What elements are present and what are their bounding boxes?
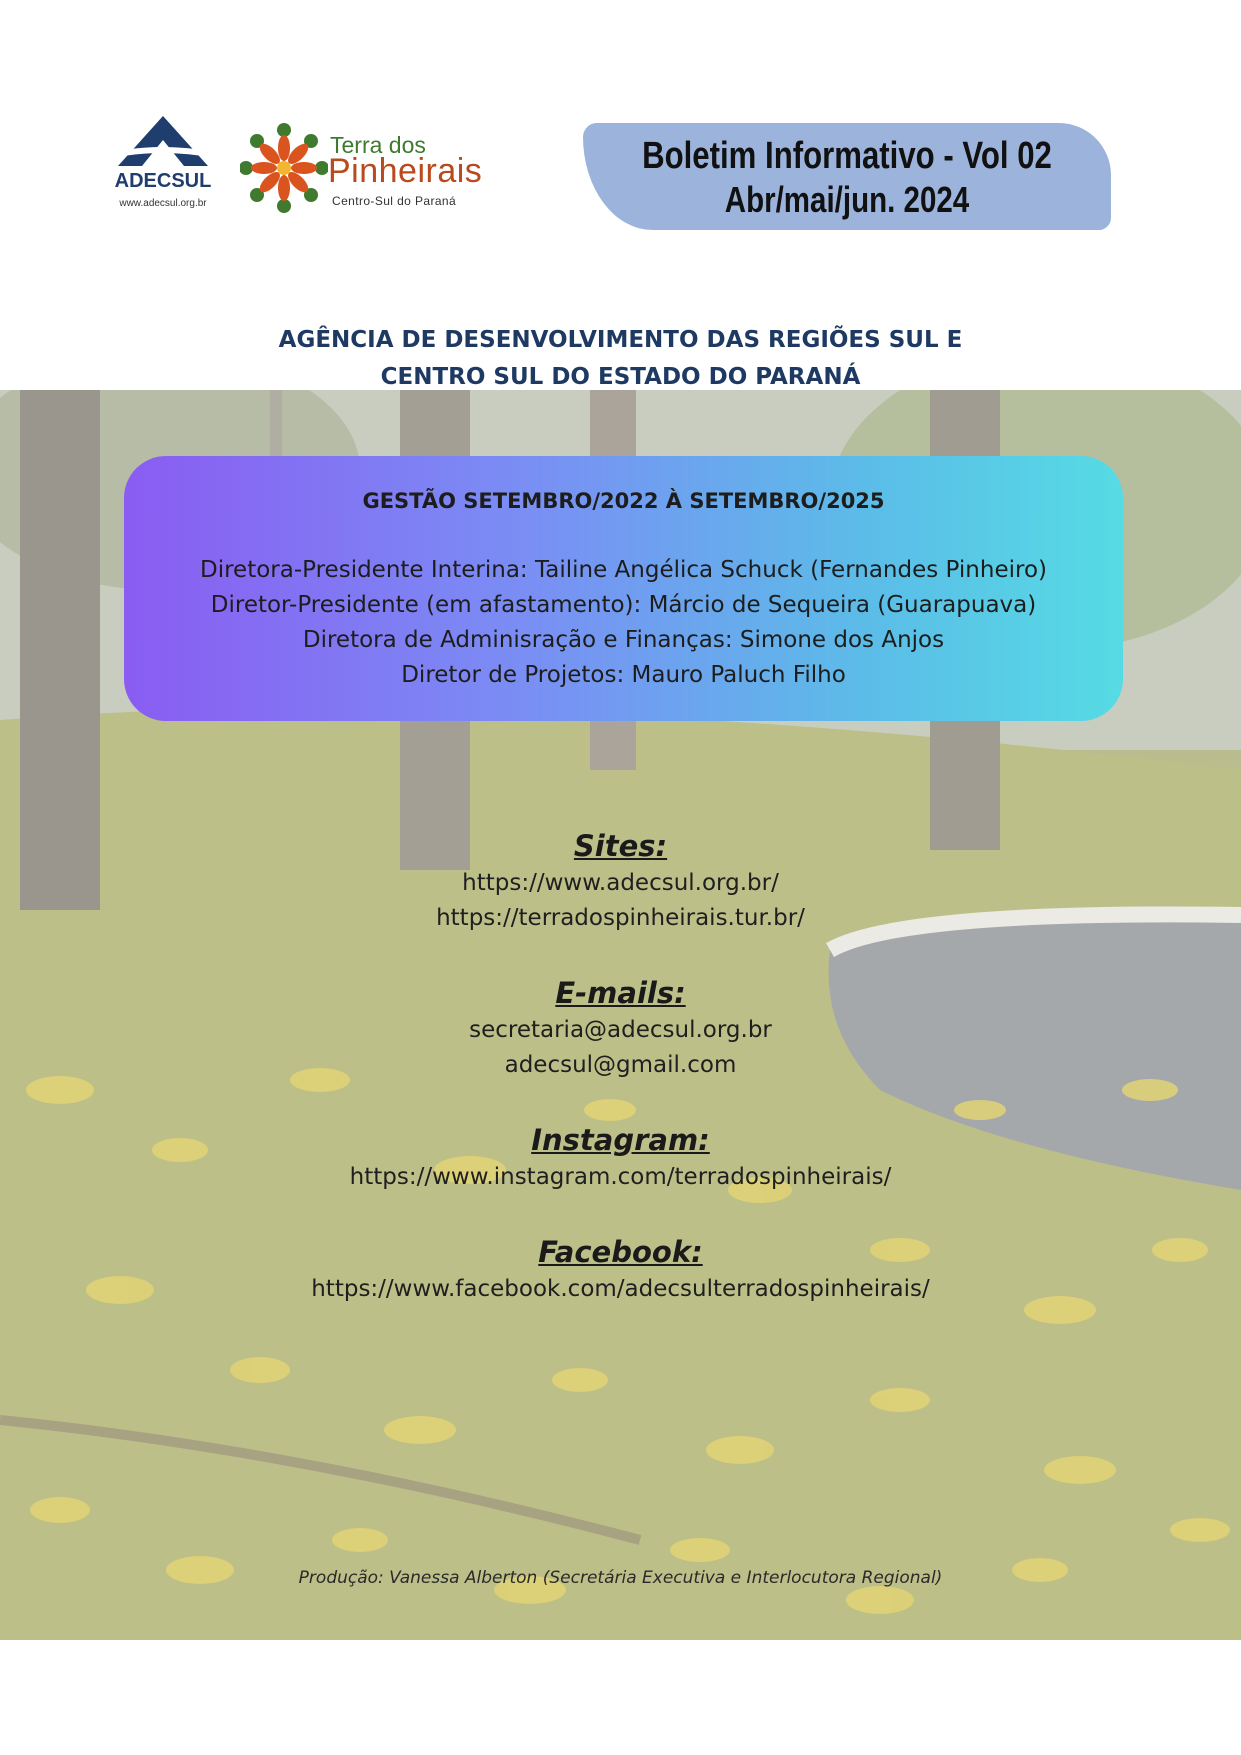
management-title: GESTÃO SETEMBRO/2022 À SETEMBRO/2025 [362, 489, 885, 513]
adecsul-name: ADECSUL [114, 170, 212, 192]
management-member: Diretor-Presidente (em afastamento): Márcio de Sequeira (Guarapuava) [210, 592, 1037, 618]
terra-dos-pinheirais-logo [240, 118, 520, 218]
instagram-section [0, 1120, 1241, 1195]
email-link[interactable]: adecsul@gmail.com [504, 1052, 737, 1078]
management-member: Diretor de Projetos: Mauro Paluch Filho [401, 662, 846, 688]
sites-heading: Sites: [573, 829, 668, 863]
emails-heading: E-mails: [555, 976, 686, 1010]
agency-heading-line1: AGÊNCIA DE DESENVOLVIMENTO DAS REGIÕES SUL E [278, 327, 963, 353]
production-credit: Produção: Vanessa Alberton (Secretária Executiva e Interlocutora Regional) [298, 1568, 943, 1588]
instagram-heading: Instagram: [531, 1123, 710, 1157]
adecsul-logo [108, 112, 218, 222]
terra-logo-line1: Terra dos [330, 132, 426, 158]
agency-heading [0, 322, 1241, 396]
management-member: Diretora-Presidente Interina: Tailine Angélica Schuck (Fernandes Pinheiro) [200, 557, 1047, 583]
site-link[interactable]: https://terradospinheirais.tur.br/ [436, 905, 805, 931]
facebook-section [0, 1232, 1241, 1307]
facebook-heading: Facebook: [538, 1235, 703, 1269]
pinecone-flower-icon [240, 118, 328, 218]
adecsul-url: www.adecsul.org.br [119, 198, 207, 209]
terra-logo-line3: Centro-Sul do Paraná [332, 194, 457, 208]
management-members [124, 553, 1123, 693]
email-link[interactable]: secretaria@adecsul.org.br [469, 1017, 772, 1043]
facebook-link[interactable]: https://www.facebook.com/adecsulterradospinheirais/ [311, 1276, 930, 1302]
instagram-link[interactable]: https://www.instagram.com/terradospinheirais/ [349, 1164, 892, 1190]
agency-heading-line2: CENTRO SUL DO ESTADO DO PARANÁ [380, 364, 861, 390]
terra-logo-line2: Pinheirais [328, 152, 483, 190]
management-card [124, 456, 1123, 721]
bulletin-period: Abr/mai/jun. 2024 [724, 179, 970, 220]
bulletin-title: Boletim Informativo - Vol 02 [642, 135, 1052, 177]
sites-section [0, 826, 1241, 936]
site-link[interactable]: https://www.adecsul.org.br/ [462, 870, 779, 896]
adecsul-emblem-icon [108, 112, 218, 172]
management-member: Diretora de Adminisração e Finanças: Simone dos Anjos [302, 627, 945, 653]
emails-section [0, 973, 1241, 1083]
bulletin-banner [583, 123, 1111, 230]
